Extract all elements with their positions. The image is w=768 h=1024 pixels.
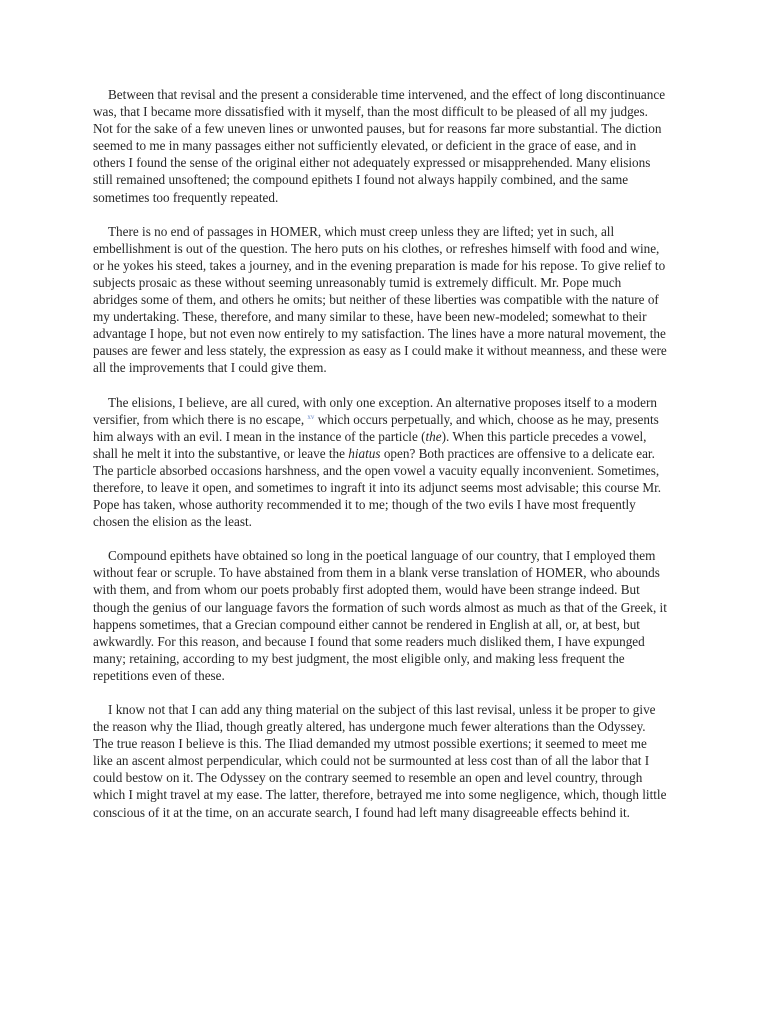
footnote-reference-link[interactable]: xv <box>307 412 315 421</box>
paragraph-compound-epithets <box>93 547 669 684</box>
paragraph-text: There is no end of passages in HOMER, which must creep unless they are lifted; yet in such, all embellishment is out of the question. The hero puts on his clothes, or refreshes himself with food and wine, or he yokes his steed, takes a journey, and in the evening preparation is made for his repose. To give relief to subjects prosaic as these without seeming unreasonably tumid is extremely difficult. Mr. Pope much abridges some of them, and others he omits; but neither of these liberties was compatible with the nature of my undertaking. These, therefore, and many similar to these, have been new-modeled; somewhat to their advantage I hope, but not even now entirely to my satisfaction. The lines have a more natural movement, the pauses are fewer and less stately, the expression as easy as I could make it without meanness, and these were all the improvements that I could give them. <box>93 223 667 376</box>
italic-term-hiatus: hiatus <box>348 445 381 461</box>
document-body <box>93 86 669 821</box>
paragraph-text: open? Both practices are offensive to a delicate ear. The particle absorbed occasions harshness, and the open vowel a vacuity equally inconvenient. Sometimes, therefore, to leave it open, and sometimes to ingraft it into its adjunct seems most advisable; this course Mr. Pope has taken, whose authority recommended it to me; though of the two evils I have most frequently chosen the elision as the least. <box>93 445 662 530</box>
paragraph-text: Between that revisal and the present a considerable time intervened, and the effect of long discontinuance was, that I became more dissatisfied with it myself, than the most difficult to be pleased of all my judges. Not for the sake of a few uneven lines or unwonted pauses, but for reasons far more substantial. The diction seemed to me in many passages either not sufficiently elevated, or deficient in the grace of ease, and in others I found the sense of the original either not adequately expressed or misapprehended. Many elisions still remained unsoftened; the compound epithets I found not always happily combined, and the same sometimes too frequently repeated. <box>93 87 666 205</box>
paragraph-text: The elisions, I believe, are all cured, with only one exception. An alternative proposes itself to a modern versifier, from which there is no escape, <box>93 394 657 427</box>
paragraph-homer-passages <box>93 223 669 377</box>
paragraph-text: Compound epithets have obtained so long in the poetical language of our country, that I employed them without fear or scruple. To have abstained from them in a blank verse translation of HOMER, who abounds with them, and from whom our poets probably first adopted them, would have been strange indeed. But though the genius of our language favors the formation of such words almost as much as that of the Greek, it happens sometimes, that a Grecian compound either cannot be rendered in English at all, or, at best, but awkwardly. For this reason, and because I found that some readers much disliked them, I have expunged many; retaining, according to my best judgment, the most eligible only, and making less frequent the repetitions even of these. <box>93 548 667 683</box>
italic-term-the: the <box>425 428 442 444</box>
paragraph-text: which occurs perpetually, and which, choose as he may, presents him always with an evil. I mean in the instance of the particle ( <box>93 411 659 444</box>
paragraph-revisal <box>93 86 669 206</box>
paragraph-elisions <box>93 394 669 531</box>
paragraph-text: I know not that I can add any thing material on the subject of this last revisal, unless it be proper to give the reason why the Iliad, though greatly altered, has undergone much fewer alterations than the Odyssey. The true reason I believe is this. The Iliad demanded my utmost possible exertions; it seemed to meet me like an ascent almost perpendicular, which could not be surmounted at less cost than of all the labor that I could bestow on it. The Odyssey on the contrary seemed to resemble an open and level country, through which I might travel at my ease. The latter, therefore, betrayed me into some negligence, which, though little conscious of it at the time, on an accurate search, I found had left many disagreeable effects behind it. <box>93 702 667 820</box>
paragraph-iliad-odyssey <box>93 701 669 821</box>
paragraph-text: ). When this particle precedes a vowel, shall he melt it into the substantive, or leave the <box>93 428 647 461</box>
